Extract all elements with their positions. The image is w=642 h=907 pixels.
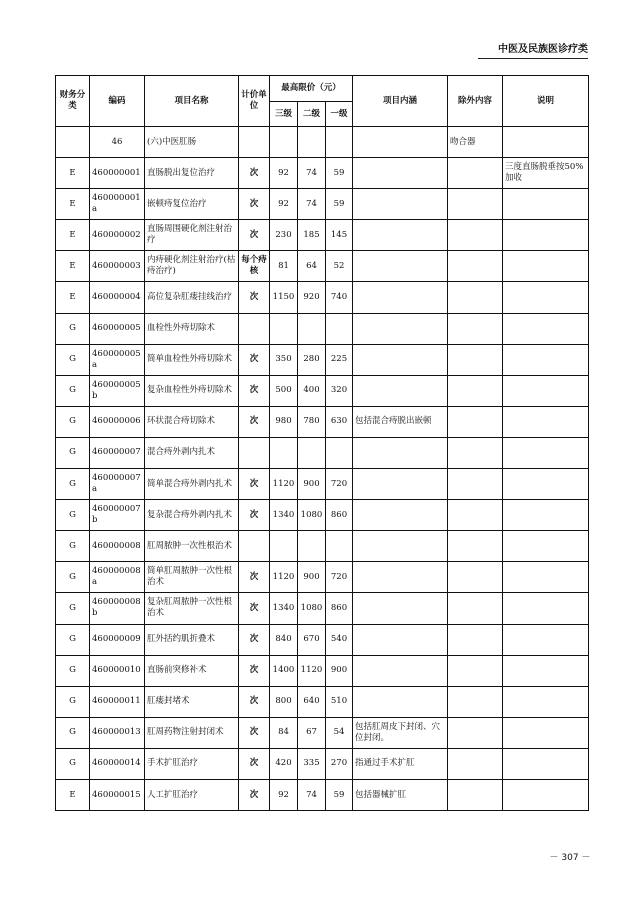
row-exclusions bbox=[448, 437, 503, 468]
row-category: G bbox=[56, 748, 90, 779]
table-row bbox=[56, 469, 589, 500]
row-notes bbox=[503, 562, 589, 593]
row-unit: 次 bbox=[239, 282, 270, 313]
row-exclusions bbox=[448, 500, 503, 531]
row-notes bbox=[503, 531, 589, 562]
row-unit bbox=[239, 313, 270, 344]
row-notes bbox=[503, 282, 589, 313]
row-notes bbox=[503, 127, 589, 158]
row-unit: 次 bbox=[239, 779, 270, 810]
row-name: 直肠周围硬化剂注射治疗 bbox=[145, 220, 239, 251]
header-notes: 说明 bbox=[503, 76, 589, 127]
table-row bbox=[56, 220, 589, 251]
table-row bbox=[56, 562, 589, 593]
row-exclusions bbox=[448, 655, 503, 686]
row-price-level3: 92 bbox=[270, 158, 298, 189]
row-name: 简单混合痔外剥内扎术 bbox=[145, 469, 239, 500]
row-exclusions bbox=[448, 344, 503, 375]
row-unit: 次 bbox=[239, 500, 270, 531]
row-code: 46 bbox=[90, 127, 145, 158]
row-exclusions bbox=[448, 686, 503, 717]
row-exclusions: 吻合器 bbox=[448, 127, 503, 158]
row-code: 460000007b bbox=[90, 500, 145, 531]
row-price-level1 bbox=[326, 313, 353, 344]
row-category: G bbox=[56, 313, 90, 344]
row-scope bbox=[353, 344, 448, 375]
row-scope bbox=[353, 593, 448, 624]
row-price-level2 bbox=[298, 127, 326, 158]
row-exclusions bbox=[448, 593, 503, 624]
row-code: 460000008 bbox=[90, 531, 145, 562]
table-row bbox=[56, 748, 589, 779]
table-row bbox=[56, 531, 589, 562]
row-price-level2: 74 bbox=[298, 158, 326, 189]
row-scope bbox=[353, 158, 448, 189]
row-name: 直肠脱出复位治疗 bbox=[145, 158, 239, 189]
row-price-level1: 320 bbox=[326, 375, 353, 406]
row-price-level1: 720 bbox=[326, 469, 353, 500]
row-category: G bbox=[56, 562, 90, 593]
header-scope: 项目内涵 bbox=[353, 76, 448, 127]
row-scope bbox=[353, 624, 448, 655]
table-row bbox=[56, 593, 589, 624]
row-notes bbox=[503, 748, 589, 779]
row-notes bbox=[503, 313, 589, 344]
row-exclusions bbox=[448, 375, 503, 406]
row-code: 460000008a bbox=[90, 562, 145, 593]
row-notes bbox=[503, 717, 589, 748]
row-category: G bbox=[56, 686, 90, 717]
row-name: 复杂肛周脓肿一次性根治术 bbox=[145, 593, 239, 624]
header-code: 编码 bbox=[90, 76, 145, 127]
table-row bbox=[56, 779, 589, 810]
row-name: 肛瘘封堵术 bbox=[145, 686, 239, 717]
row-price-level1: 540 bbox=[326, 624, 353, 655]
row-scope bbox=[353, 531, 448, 562]
row-price-level3: 1340 bbox=[270, 593, 298, 624]
row-category: G bbox=[56, 655, 90, 686]
row-unit: 次 bbox=[239, 344, 270, 375]
row-price-level1: 510 bbox=[326, 686, 353, 717]
row-price-level3: 1150 bbox=[270, 282, 298, 313]
row-price-level3: 81 bbox=[270, 251, 298, 282]
row-notes bbox=[503, 686, 589, 717]
row-price-level2: 335 bbox=[298, 748, 326, 779]
row-category: G bbox=[56, 593, 90, 624]
row-name: 嵌顿痔复位治疗 bbox=[145, 189, 239, 220]
row-category: E bbox=[56, 189, 90, 220]
row-unit: 每个痔核 bbox=[239, 251, 270, 282]
row-price-level1: 270 bbox=[326, 748, 353, 779]
page-number: － 307 － bbox=[549, 853, 591, 863]
row-name: 直肠前突修补术 bbox=[145, 655, 239, 686]
row-price-level2: 900 bbox=[298, 562, 326, 593]
row-price-level2: 640 bbox=[298, 686, 326, 717]
row-name: 手术扩肛治疗 bbox=[145, 748, 239, 779]
row-unit: 次 bbox=[239, 655, 270, 686]
fee-schedule-table bbox=[55, 75, 589, 811]
row-price-level3: 1120 bbox=[270, 562, 298, 593]
row-scope bbox=[353, 437, 448, 468]
row-exclusions bbox=[448, 779, 503, 810]
row-price-level1: 52 bbox=[326, 251, 353, 282]
row-notes bbox=[503, 593, 589, 624]
row-category: G bbox=[56, 469, 90, 500]
row-category: G bbox=[56, 531, 90, 562]
row-unit: 次 bbox=[239, 562, 270, 593]
header-level2: 二级 bbox=[298, 102, 326, 127]
row-code: 460000002 bbox=[90, 220, 145, 251]
row-code: 460000005 bbox=[90, 313, 145, 344]
row-price-level1: 860 bbox=[326, 500, 353, 531]
row-unit: 次 bbox=[239, 748, 270, 779]
row-price-level2: 920 bbox=[298, 282, 326, 313]
row-code: 460000009 bbox=[90, 624, 145, 655]
row-scope bbox=[353, 251, 448, 282]
row-scope bbox=[353, 313, 448, 344]
table-row bbox=[56, 437, 589, 468]
row-category: G bbox=[56, 624, 90, 655]
header-level3: 三级 bbox=[270, 102, 298, 127]
row-exclusions bbox=[448, 251, 503, 282]
table-row bbox=[56, 344, 589, 375]
row-price-level3: 500 bbox=[270, 375, 298, 406]
row-price-level3: 1400 bbox=[270, 655, 298, 686]
row-name: 血栓性外痔切除术 bbox=[145, 313, 239, 344]
row-exclusions bbox=[448, 748, 503, 779]
row-price-level1: 740 bbox=[326, 282, 353, 313]
row-price-level2: 1080 bbox=[298, 593, 326, 624]
row-exclusions bbox=[448, 406, 503, 437]
row-exclusions bbox=[448, 220, 503, 251]
table-row bbox=[56, 624, 589, 655]
row-code: 460000013 bbox=[90, 717, 145, 748]
row-notes bbox=[503, 624, 589, 655]
row-scope bbox=[353, 686, 448, 717]
row-unit: 次 bbox=[239, 624, 270, 655]
row-price-level2: 280 bbox=[298, 344, 326, 375]
row-unit: 次 bbox=[239, 469, 270, 500]
row-price-level2: 1120 bbox=[298, 655, 326, 686]
row-price-level1: 630 bbox=[326, 406, 353, 437]
row-price-level2: 900 bbox=[298, 469, 326, 500]
row-unit: 次 bbox=[239, 375, 270, 406]
row-name: 肛外括约肌折叠术 bbox=[145, 624, 239, 655]
row-scope: 包括混合痔脱出嵌顿 bbox=[353, 406, 448, 437]
row-category: E bbox=[56, 282, 90, 313]
header-max-price: 最高限价（元） bbox=[270, 76, 353, 102]
row-name: (六)中医肛肠 bbox=[145, 127, 239, 158]
table-row bbox=[56, 158, 589, 189]
row-notes bbox=[503, 375, 589, 406]
row-price-level2 bbox=[298, 531, 326, 562]
row-code: 460000015 bbox=[90, 779, 145, 810]
row-price-level2: 67 bbox=[298, 717, 326, 748]
row-code: 460000003 bbox=[90, 251, 145, 282]
row-price-level2: 780 bbox=[298, 406, 326, 437]
row-price-level3: 230 bbox=[270, 220, 298, 251]
row-scope bbox=[353, 282, 448, 313]
row-scope bbox=[353, 220, 448, 251]
row-notes bbox=[503, 655, 589, 686]
row-scope bbox=[353, 655, 448, 686]
row-name: 复杂混合痔外剥内扎术 bbox=[145, 500, 239, 531]
table-row bbox=[56, 655, 589, 686]
row-exclusions bbox=[448, 469, 503, 500]
row-exclusions bbox=[448, 189, 503, 220]
row-notes bbox=[503, 406, 589, 437]
row-category: E bbox=[56, 779, 90, 810]
row-scope bbox=[353, 189, 448, 220]
table-row bbox=[56, 500, 589, 531]
row-exclusions bbox=[448, 624, 503, 655]
row-name: 简单血栓性外痔切除术 bbox=[145, 344, 239, 375]
row-name: 环状混合痔切除术 bbox=[145, 406, 239, 437]
table-row bbox=[56, 717, 589, 748]
row-price-level3: 92 bbox=[270, 189, 298, 220]
row-name: 内痔硬化剂注射治疗(枯痔治疗) bbox=[145, 251, 239, 282]
row-code: 460000007a bbox=[90, 469, 145, 500]
row-category: G bbox=[56, 717, 90, 748]
row-name: 复杂血栓性外痔切除术 bbox=[145, 375, 239, 406]
row-notes bbox=[503, 251, 589, 282]
row-price-level2: 185 bbox=[298, 220, 326, 251]
row-name: 肛周脓肿一次性根治术 bbox=[145, 531, 239, 562]
row-price-level1: 59 bbox=[326, 189, 353, 220]
row-unit bbox=[239, 437, 270, 468]
row-code: 460000006 bbox=[90, 406, 145, 437]
row-name: 人工扩肛治疗 bbox=[145, 779, 239, 810]
row-code: 460000005a bbox=[90, 344, 145, 375]
row-notes bbox=[503, 437, 589, 468]
row-scope bbox=[353, 500, 448, 531]
row-unit: 次 bbox=[239, 189, 270, 220]
row-scope bbox=[353, 562, 448, 593]
row-price-level2 bbox=[298, 313, 326, 344]
row-exclusions bbox=[448, 562, 503, 593]
table-row bbox=[56, 251, 589, 282]
header-exclusions: 除外内容 bbox=[448, 76, 503, 127]
row-notes bbox=[503, 500, 589, 531]
row-code: 460000005b bbox=[90, 375, 145, 406]
row-category: E bbox=[56, 251, 90, 282]
row-price-level1 bbox=[326, 437, 353, 468]
row-code: 460000001a bbox=[90, 189, 145, 220]
table-row bbox=[56, 375, 589, 406]
row-category: G bbox=[56, 500, 90, 531]
running-head: 中医及民族医诊疗类 bbox=[478, 44, 588, 59]
header-name: 项目名称 bbox=[145, 76, 239, 127]
table-row bbox=[56, 189, 589, 220]
header-row bbox=[56, 76, 589, 102]
row-name: 肛周药物注射封闭术 bbox=[145, 717, 239, 748]
row-notes bbox=[503, 220, 589, 251]
row-price-level1: 860 bbox=[326, 593, 353, 624]
row-price-level1: 720 bbox=[326, 562, 353, 593]
row-exclusions bbox=[448, 313, 503, 344]
row-price-level2 bbox=[298, 437, 326, 468]
row-exclusions bbox=[448, 531, 503, 562]
row-notes bbox=[503, 469, 589, 500]
row-unit: 次 bbox=[239, 220, 270, 251]
row-exclusions bbox=[448, 717, 503, 748]
table-row bbox=[56, 127, 589, 158]
row-name: 简单肛周脓肿一次性根治术 bbox=[145, 562, 239, 593]
row-unit bbox=[239, 531, 270, 562]
row-unit: 次 bbox=[239, 593, 270, 624]
row-scope: 包括肛周皮下封闭、穴位封闭。 bbox=[353, 717, 448, 748]
row-scope bbox=[353, 375, 448, 406]
row-price-level1: 145 bbox=[326, 220, 353, 251]
table-row bbox=[56, 282, 589, 313]
row-code: 460000011 bbox=[90, 686, 145, 717]
row-price-level2: 1080 bbox=[298, 500, 326, 531]
row-scope: 包括器械扩肛 bbox=[353, 779, 448, 810]
row-price-level3: 84 bbox=[270, 717, 298, 748]
row-category: E bbox=[56, 158, 90, 189]
table-row bbox=[56, 313, 589, 344]
row-price-level2: 74 bbox=[298, 189, 326, 220]
row-unit: 次 bbox=[239, 717, 270, 748]
row-code: 460000004 bbox=[90, 282, 145, 313]
table-row bbox=[56, 686, 589, 717]
row-notes bbox=[503, 189, 589, 220]
row-price-level1: 59 bbox=[326, 158, 353, 189]
row-notes bbox=[503, 779, 589, 810]
row-price-level3: 1120 bbox=[270, 469, 298, 500]
row-price-level3: 92 bbox=[270, 779, 298, 810]
row-price-level2: 400 bbox=[298, 375, 326, 406]
row-price-level3: 420 bbox=[270, 748, 298, 779]
row-scope bbox=[353, 469, 448, 500]
row-code: 460000008b bbox=[90, 593, 145, 624]
header-unit: 计价单位 bbox=[239, 76, 270, 127]
row-code: 460000007 bbox=[90, 437, 145, 468]
row-unit: 次 bbox=[239, 406, 270, 437]
row-price-level2: 64 bbox=[298, 251, 326, 282]
row-notes: 三度直肠脱垂按50%加收 bbox=[503, 158, 589, 189]
row-price-level3 bbox=[270, 127, 298, 158]
row-price-level3: 1340 bbox=[270, 500, 298, 531]
row-price-level3 bbox=[270, 531, 298, 562]
row-category bbox=[56, 127, 90, 158]
table-body bbox=[56, 127, 589, 811]
row-price-level1: 225 bbox=[326, 344, 353, 375]
row-price-level1: 900 bbox=[326, 655, 353, 686]
row-scope: 指通过手术扩肛 bbox=[353, 748, 448, 779]
row-price-level1: 59 bbox=[326, 779, 353, 810]
row-exclusions bbox=[448, 282, 503, 313]
header-level1: 一级 bbox=[326, 102, 353, 127]
row-category: E bbox=[56, 220, 90, 251]
row-price-level1 bbox=[326, 531, 353, 562]
row-price-level1: 54 bbox=[326, 717, 353, 748]
row-category: G bbox=[56, 375, 90, 406]
row-scope bbox=[353, 127, 448, 158]
row-price-level3: 350 bbox=[270, 344, 298, 375]
row-price-level3: 800 bbox=[270, 686, 298, 717]
row-category: G bbox=[56, 406, 90, 437]
row-price-level3 bbox=[270, 313, 298, 344]
row-exclusions bbox=[448, 158, 503, 189]
header-category: 财务分类 bbox=[56, 76, 90, 127]
row-price-level2: 74 bbox=[298, 779, 326, 810]
row-price-level3: 840 bbox=[270, 624, 298, 655]
row-code: 460000001 bbox=[90, 158, 145, 189]
row-name: 混合痔外剥内扎术 bbox=[145, 437, 239, 468]
row-unit bbox=[239, 127, 270, 158]
table-row bbox=[56, 406, 589, 437]
row-category: G bbox=[56, 437, 90, 468]
row-price-level2: 670 bbox=[298, 624, 326, 655]
row-category: G bbox=[56, 344, 90, 375]
row-price-level3 bbox=[270, 437, 298, 468]
row-notes bbox=[503, 344, 589, 375]
row-unit: 次 bbox=[239, 686, 270, 717]
row-price-level3: 980 bbox=[270, 406, 298, 437]
row-price-level1 bbox=[326, 127, 353, 158]
row-name: 高位复杂肛瘘挂线治疗 bbox=[145, 282, 239, 313]
row-code: 460000014 bbox=[90, 748, 145, 779]
row-unit: 次 bbox=[239, 158, 270, 189]
row-code: 460000010 bbox=[90, 655, 145, 686]
